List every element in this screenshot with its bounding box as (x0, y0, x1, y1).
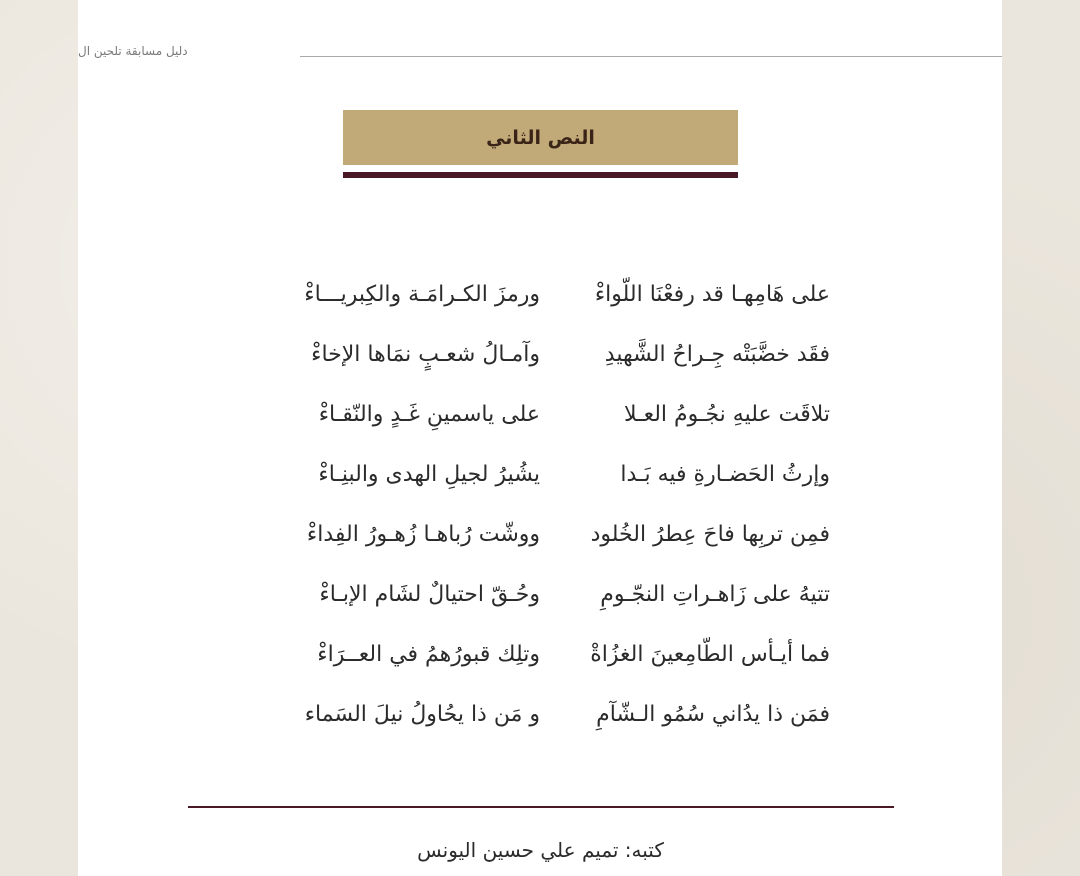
verse-second-hemistich: وآمـالُ شعـبٍ نمَاها الإخاءْ (311, 342, 540, 367)
verse-first-hemistich: تتيهُ على زَاهـراتِ النجّـومِ (600, 582, 830, 607)
verse-second-hemistich: يشُيرُ لجيلِ الهدى والبنِـاءْ (318, 462, 540, 487)
header-rule (300, 56, 1002, 57)
poem-verse-row (78, 522, 1002, 562)
verse-second-hemistich: وتلِك قبورُهمُ في العــرَاءْ (317, 642, 540, 667)
section-title: النص الثاني (343, 110, 738, 165)
verse-second-hemistich: ووشّت رُباهـا زُهـورُ الفِداءْ (306, 522, 540, 547)
verse-first-hemistich: فمَن ذا يدُاني سُمُو الـشّآمِ (596, 702, 830, 727)
verse-first-hemistich: وإرثُ الحَضـارةِ فيه بَـدا (620, 462, 830, 487)
verse-second-hemistich: وحُـقّ احتيالٌ لشَام الإبـاءْ (319, 582, 540, 607)
verse-first-hemistich: فمِن تربِها فاحَ عِطرُ الخُلود (590, 522, 830, 547)
poem-verse-row (78, 282, 1002, 322)
poem-verse-row (78, 642, 1002, 682)
verse-second-hemistich: و مَن ذا يحُاولُ نيلَ السَماء (304, 702, 540, 727)
poem-verse-row (78, 462, 1002, 502)
verse-first-hemistich: فما أيـأس الطّامِعينَ الغزُاةْ (590, 642, 830, 667)
verse-first-hemistich: فقَد خضَّبَتْه جِـراحُ الشَّهيدِ (604, 342, 830, 367)
verse-second-hemistich: على ياسمينِ غَـدٍ والنّقـاءْ (318, 402, 540, 427)
poem-verse-row (78, 342, 1002, 382)
verse-second-hemistich: ورمزَ الكـرامَـة والكِبريـــاءْ (304, 282, 540, 307)
verse-first-hemistich: على هَامِهـا قد رفعْنَا اللّواءْ (594, 282, 830, 307)
running-header: دليل مسابقة تلحين ال (78, 44, 188, 58)
verse-first-hemistich: تلاقَت عليهِ نجُـومُ العـلا (624, 402, 830, 427)
poem-verse-row (78, 702, 1002, 742)
author-credit: كتبه: تميم علي حسين اليونس (417, 838, 664, 862)
poem-verse-row (78, 582, 1002, 622)
poem-verse-row (78, 402, 1002, 442)
title-underline (343, 172, 738, 178)
bottom-rule (188, 806, 894, 808)
document-page (78, 0, 1002, 876)
